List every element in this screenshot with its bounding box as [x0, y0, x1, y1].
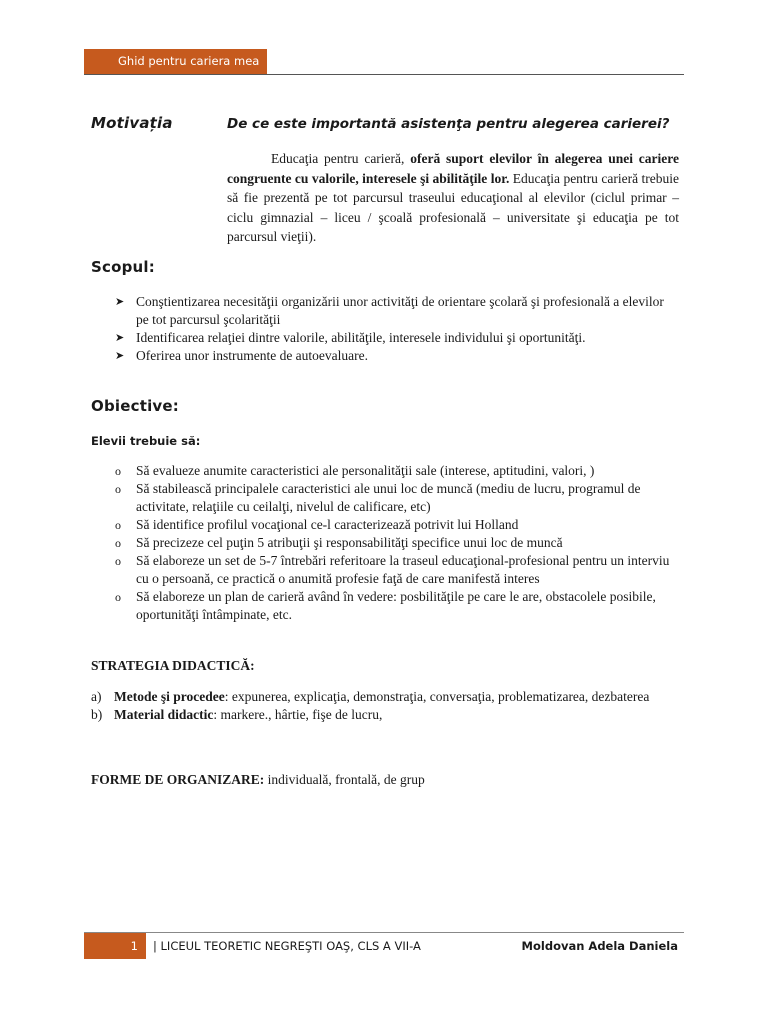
list-item-label: Metode şi procedee — [114, 689, 225, 704]
list-item — [115, 534, 680, 552]
list-item — [115, 293, 680, 329]
header-divider — [84, 74, 684, 75]
circle-bullet-icon: o — [115, 518, 121, 532]
footer-school: | LICEUL TEORETIC NEGREŞTI OAŞ, CLS A VII-A — [153, 939, 421, 953]
footer-author: Moldovan Adela Daniela — [521, 939, 678, 953]
circle-bullet-icon: o — [115, 464, 121, 478]
forme-label: FORME DE ORGANIZARE: — [91, 772, 265, 787]
list-item — [91, 688, 671, 706]
para-part2: Educaţia pentru carieră trebuie să fie prezentă pe tot parcursul traseului educaţional al elevilor (ciclul primar – ciclu gimnazial – liceu / şcoală profesională – universitate şi educaţia pe tot parcursul vieţii). — [227, 170, 680, 244]
header-title: Ghid pentru cariera mea — [84, 49, 267, 74]
list-item — [115, 480, 680, 516]
list-item-text: Să evalueze anumite caracteristici ale personalităţii sale (interese, aptitudini, valori, ) — [136, 463, 595, 478]
forme-organizare — [91, 772, 425, 788]
strategia-heading: STRATEGIA DIDACTICĂ: — [91, 658, 255, 673]
para-part1: Educaţia pentru carieră, — [271, 151, 411, 166]
motivatia-question: De ce este importantă asistenţa pentru alegerea carierei? — [227, 116, 670, 132]
footer-divider — [84, 932, 684, 933]
forme-text: individuală, frontală, de grup — [264, 772, 425, 787]
list-item-text: Oferirea unor instrumente de autoevaluare. — [136, 348, 369, 363]
arrow-bullet-icon: ➤ — [115, 332, 125, 344]
obiective-list — [115, 462, 680, 624]
list-item — [115, 516, 680, 534]
list-item — [115, 552, 680, 588]
circle-bullet-icon: o — [115, 536, 121, 550]
circle-bullet-icon: o — [115, 554, 121, 568]
list-item-text: Să identifice profilul vocaţional ce-l caracterizează potrivit lui Holland — [136, 517, 519, 532]
list-item-text: Conştientizarea necesităţii organizării unor activităţi de orientare şcolară şi profesională a elevilor pe tot parcursul şcolarităţii — [136, 294, 664, 327]
list-item — [115, 462, 680, 480]
list-item — [115, 329, 680, 347]
list-item-text: Să elaboreze un set de 5-7 întrebări referitoare la traseul educaţional-profesional pentru un interviu cu o persoană, ce practică o anumită profesie faţă de care manifestă interes — [136, 553, 670, 586]
list-item-text: Identificarea relaţiei dintre valorile, abilităţile, interesele individului şi oportunităţi. — [136, 330, 586, 345]
list-item — [115, 347, 680, 365]
list-item-label: Material didactic — [114, 707, 214, 722]
motivatia-paragraph — [227, 149, 679, 247]
list-item — [91, 706, 671, 724]
obiective-subheading: Elevii trebuie să: — [91, 434, 201, 448]
list-item-text: : expunerea, explicaţia, demonstraţia, conversaţia, problematizarea, dezbaterea — [224, 689, 650, 704]
list-marker: a) — [91, 689, 102, 704]
list-item-text: Să stabilească principalele caracteristici ale unui loc de muncă (mediu de lucru, programul de activitate, relaţiile cu ceilalţi, nivelul de calificare, etc) — [136, 481, 641, 514]
list-item-text: Să precizeze cel puţin 5 atribuţii şi responsabilităţi specifice unui loc de muncă — [136, 535, 563, 550]
obiective-heading: Obiective: — [91, 397, 179, 415]
arrow-bullet-icon: ➤ — [115, 350, 125, 362]
arrow-bullet-icon: ➤ — [115, 296, 125, 308]
list-item-text: Să elaboreze un plan de carieră având în vedere: posbilităţile pe care le are, obstacolele posibile, oportunităţi întâmpinate, etc. — [136, 589, 656, 622]
para-bold: oferă suport elevilor în alegerea unei cariere congruente cu valorile, interesele şi abilităţile lor. — [227, 151, 679, 186]
scopul-heading: Scopul: — [91, 258, 155, 276]
list-marker: b) — [91, 707, 103, 722]
motivatia-heading: Motivația — [91, 114, 173, 132]
page-number: 1 — [84, 933, 146, 959]
strategia-list — [91, 688, 671, 724]
list-item — [115, 588, 680, 624]
scopul-list — [115, 293, 680, 365]
circle-bullet-icon: o — [115, 482, 121, 496]
circle-bullet-icon: o — [115, 590, 121, 604]
list-item-text: : markere., hârtie, fişe de lucru, — [213, 707, 383, 722]
